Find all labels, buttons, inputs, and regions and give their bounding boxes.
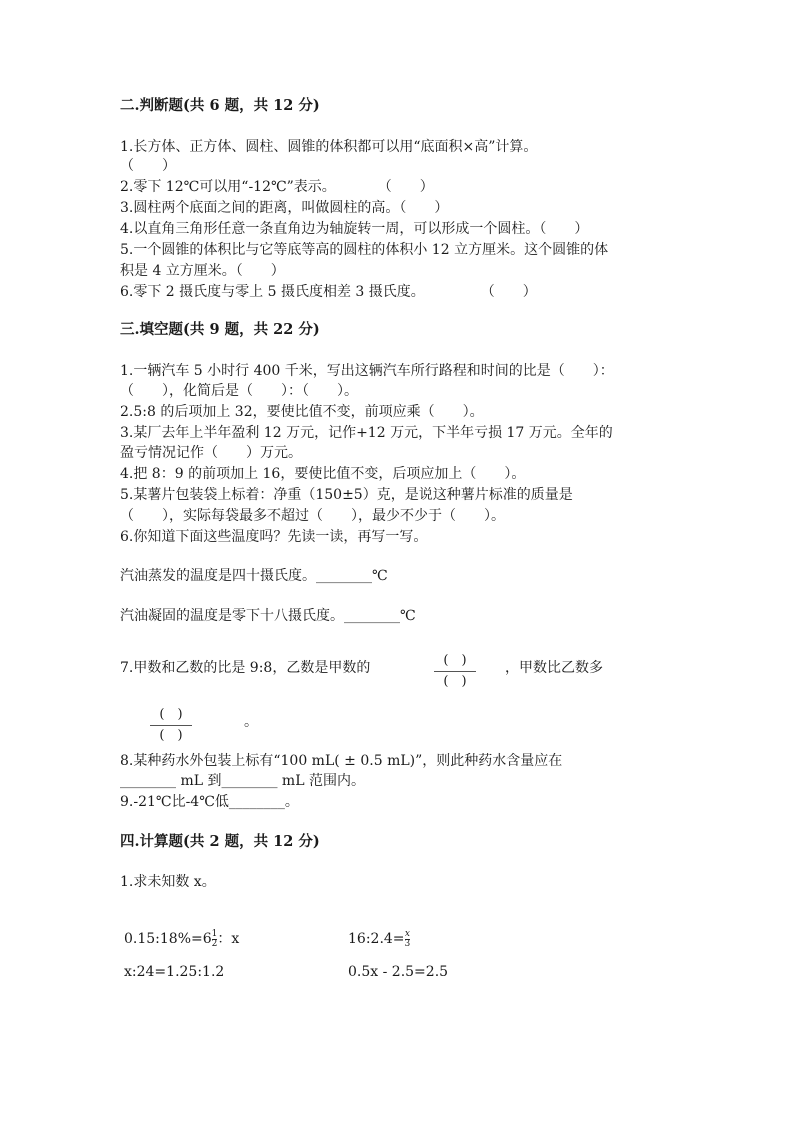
section-title-calculation: 四.计算题(共 2 题，共 12 分) xyxy=(120,833,320,850)
judgment-q5-line1: 5.一个圆锥的体积比与它等底等高的圆柱的体积小 12 立方厘米。这个圆锥的体 xyxy=(120,242,609,258)
equation-1-denominator: 2 xyxy=(211,938,218,949)
equation-1-right: ：x xyxy=(217,931,240,947)
equation-2-denominator: 3 xyxy=(404,938,411,949)
fill-q4[interactable]: 4.把 8：9 的前项加上 16，要使比值不变，后项应加上（ ）。 xyxy=(120,466,526,482)
judgment-q5-line2[interactable]: 积是 4 立方厘米。（ ） xyxy=(120,263,285,279)
fill-q7-text2: ，甲数比乙数多 xyxy=(505,660,603,676)
equation-1-numerator: 1 xyxy=(211,928,218,939)
judgment-q1-answer[interactable]: （ ） xyxy=(120,158,176,174)
fill-q7-end: 。 xyxy=(244,714,258,730)
fill-q6: 6.你知道下面这些温度吗？先读一读，再写一写。 xyxy=(120,529,428,545)
fill-q6-freezing[interactable]: 汽油凝固的温度是零下十八摄氏度。________℃ xyxy=(120,608,416,624)
equation-2-left: 16:2.4= xyxy=(348,931,405,947)
judgment-q2[interactable]: 2.零下 12℃可以用“-12℃”表示。 （ ） xyxy=(120,179,434,195)
section-title-fill-in: 三.填空题(共 9 题，共 22 分) xyxy=(120,321,320,338)
fill-q6-evaporation[interactable]: 汽油蒸发的温度是四十摄氏度。________℃ xyxy=(120,568,388,584)
equation-4: 0.5x - 2.5=2.5 xyxy=(348,964,449,980)
judgment-q3[interactable]: 3.圆柱两个底面之间的距离，叫做圆柱的高。（ ） xyxy=(120,200,449,216)
fill-q1-line2[interactable]: （ ），化简后是（ ）：（ ）。 xyxy=(120,383,358,399)
judgment-q4[interactable]: 4.以直角三角形任意一条直角边为轴旋转一周，可以形成一个圆柱。（ ） xyxy=(120,221,589,237)
section-title-judgment: 二.判断题(共 6 题，共 12 分) xyxy=(120,97,320,114)
fraction-numerator: ( ) xyxy=(443,653,467,668)
fill-q9[interactable]: 9.-21℃比-4℃低________。 xyxy=(120,794,299,810)
fill-q5-line1: 5.某薯片包装袋上标着：净重（150±5）克，是说这种薯片标准的质量是 xyxy=(120,487,573,503)
calc-q1: 1.求未知数 x。 xyxy=(120,874,216,890)
fraction-bar xyxy=(150,725,192,726)
fraction-denominator: ( ) xyxy=(443,674,467,689)
fill-q1-line1[interactable]: 1.一辆汽车 5 小时行 400 千米，写出这辆汽车所行路程和时间的比是（ ）： xyxy=(120,363,614,379)
fill-q8-line1: 8.某种药水外包装上标有“100 mL( ± 0.5 mL)”，则此种药水含量应在 xyxy=(120,753,563,769)
fill-q8-line2[interactable]: ________ mL 到________ mL 范围内。 xyxy=(120,773,365,789)
fraction-bar xyxy=(434,671,476,672)
equation-2-numerator: x xyxy=(404,928,410,939)
fill-q2[interactable]: 2.5:8 的后项加上 32，要使比值不变，前项应乘（ ）。 xyxy=(120,404,484,420)
fill-q7-fraction1[interactable] xyxy=(430,652,480,691)
equation-1-left: 0.15:18%=6 xyxy=(124,931,212,947)
judgment-q1-line1: 1.长方体、正方体、圆柱、圆锥的体积都可以用“底面积×高”计算。 xyxy=(120,139,538,155)
fill-q5-line2[interactable]: （ ），实际每袋最多不超过（ ），最少不少于（ ）。 xyxy=(120,508,505,524)
judgment-q6[interactable]: 6.零下 2 摄氏度与零上 5 摄氏度相差 3 摄氏度。 （ ） xyxy=(120,284,537,300)
fill-q3-line1: 3.某厂去年上半年盈利 12 万元，记作+12 万元，下半年亏损 17 万元。全年的 xyxy=(120,425,613,441)
fraction-denominator: ( ) xyxy=(159,728,183,743)
equation-3: x:24=1.25:1.2 xyxy=(124,964,225,980)
equation-2 xyxy=(348,929,410,949)
equation-1 xyxy=(124,929,239,949)
fill-q7-fraction2[interactable] xyxy=(146,706,196,745)
equation-2-fraction xyxy=(405,930,411,949)
fill-q7-text1: 7.甲数和乙数的比是 9:8，乙数是甲数的 xyxy=(120,660,371,676)
fill-q3-line2[interactable]: 盈亏情况记作（ ）万元。 xyxy=(120,445,302,461)
fraction-numerator: ( ) xyxy=(159,707,183,722)
